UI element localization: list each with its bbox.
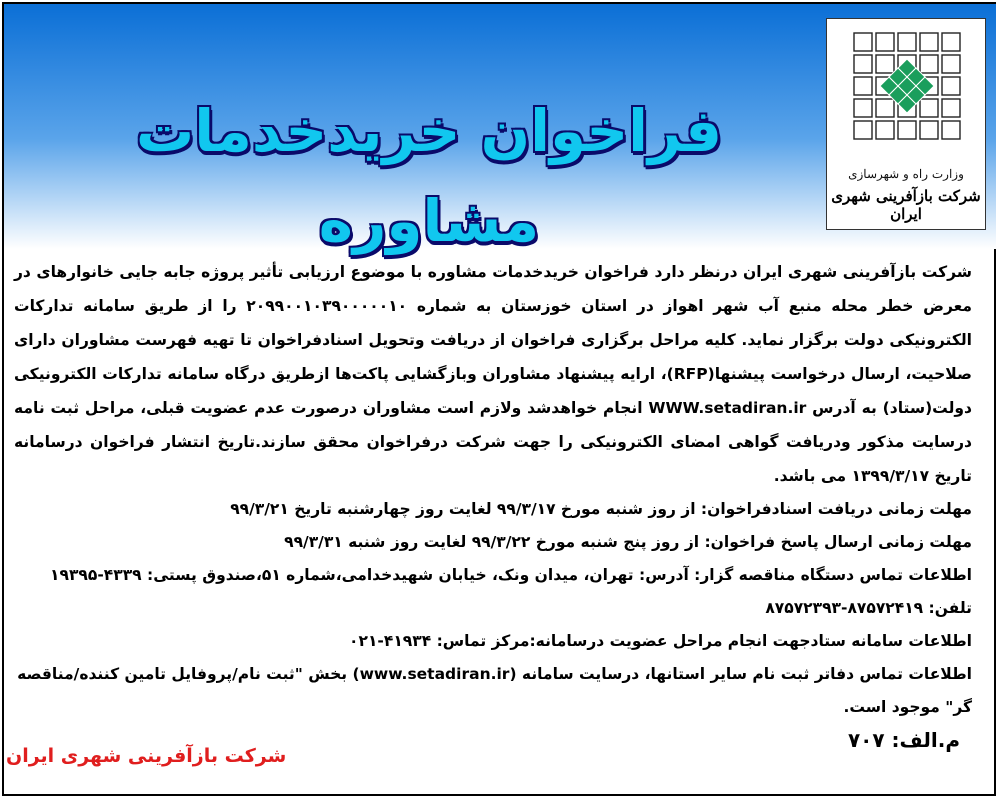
logo-grid-icon [852, 31, 962, 161]
contact-info: اطلاعات تماس دستگاه مناقصه گزار: آدرس: تهران، میدان ونک، خیابان شهیدخدامی،شماره ۵۱،صندوق پستی: ۴۳۳۹-۱۹۳۹۵ تلفن: ۸۷۵۷۲۴۱۹-۸۷۵۷۲۳۹۳ [50, 566, 972, 617]
logo-company-name: شرکت بازآفرینی شهری ایران [831, 187, 981, 223]
footer-company-name: شرکت بازآفرینی شهری ایران [6, 745, 287, 767]
deadline-response: مهلت زمانی ارسال پاسخ فراخوان: از روز پنج شنبه مورخ ۹۹/۳/۲۲ لغایت روز شنبه ۹۹/۳/۳۱ [284, 533, 972, 551]
ministry-name: وزارت راه و شهرسازی [848, 167, 964, 181]
company-logo [826, 18, 986, 230]
page-title: فراخوان خریدخدمات مشاوره [135, 97, 723, 255]
deadline-receive: مهلت زمانی دریافت اسنادفراخوان: از روز شنبه مورخ ۹۹/۳/۱۷ لغایت روز چهارشنبه تاریخ ۹۹/۳/۲۱ [230, 500, 972, 518]
announcement-content [14, 255, 972, 724]
announcement-body: شرکت بازآفرینی شهری ایران درنظر دارد فراخوان خریدخدمات مشاوره با موضوع ارزیابی تأثیر پروژه جابه جایی خانوارهای در معرض خطر محله منبع آب شهر اهواز در استان خوزستان به شماره ۲۰۹۹۰۰۱۰۳۹۰۰۰۰۰۱۰ را از طریق سامانه تدارکات الکترونیکی دولت برگزار نماید. کلیه مراحل برگزاری فراخوان از دریافت وتحویل اسنادفراخوان تا تهیه فهرست مشاوران دارای صلاحیت، ارسال درخواست پیشنها(RFP)، ارایه پیشنهاد مشاوران وبازگشایی پاکت‌ها ازطریق درگاه سامانه تدارکات الکترونیکی دولت(ستاد) به آدرس WWW.setadiran.ir انجام خواهدشد ولازم است مشاوران درصورت عدم عضویت قبلی، مراحل ثبت نامه درسایت مذکور ودریافت گواهی امضای الکترونیکی را جهت شرکت درفراخوان محقق سازند.تاریخ انتشار فراخوان درسامانه تاریخ ۱۳۹۹/۳/۱۷ می باشد. [14, 263, 973, 485]
offices-info: اطلاعات تماس دفاتر ثبت نام سایر استانها، درسایت سامانه (www.setadiran.ir) بخش "ثبت نام/پروفایل تامین کننده/مناقصه گر" موجود است. [17, 665, 972, 716]
reference-number: م.الف: ۷۰۷ [847, 728, 960, 752]
setad-info: اطلاعات سامانه ستادجهت انجام مراحل عضویت درسامانه:مرکز تماس: ۴۱۹۳۴-۰۲۱ [349, 632, 972, 650]
